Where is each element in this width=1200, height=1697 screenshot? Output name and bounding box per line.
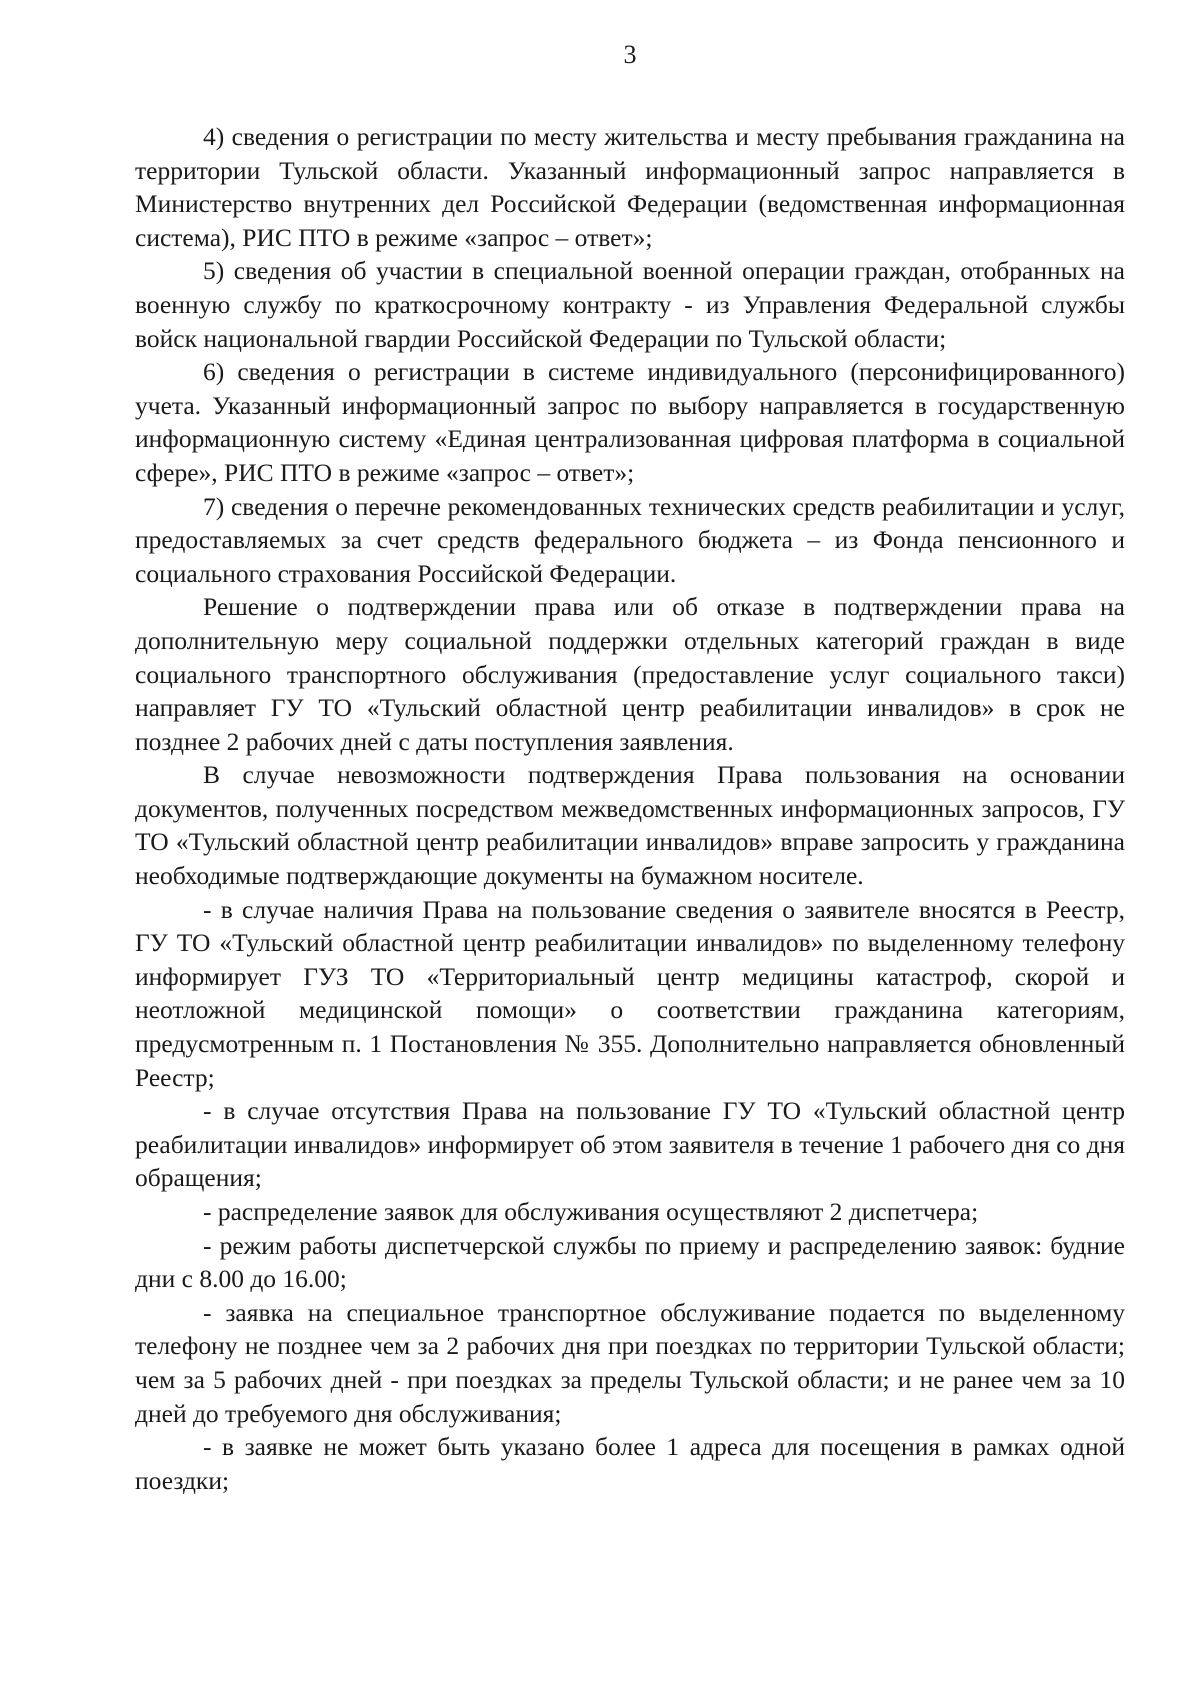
paragraph-right-present: - в случае наличия Права на пользование сведения о заявителе вносятся в Реестр, ГУ ТО «Тульский областной центр реабилитации инвалидов» по выделенному телефону информирует ГУЗ ТО «Территориальный центр медицины катастроф, скорой и неотложной медицинской помощи» о соответствии гражданина категориям, предусмотренным п. 1 Постановления № 355. Дополнительно направляется обновленный Реестр; — [135, 894, 1125, 1092]
paragraph-application-timing: - заявка на специальное транспортное обслуживание подается по выделенному телефону не позднее чем за 2 рабочих дня при поездках по территории Тульской области; чем за 5 рабочих дней - при поездках за пределы Тульской области; и не ранее чем за 10 дней до требуемого дня обслуживания; — [135, 1297, 1125, 1428]
paragraph-address-limit: - в заявке не может быть указано более 1 адреса для посещения в рамках одной поездки; — [135, 1432, 1125, 1495]
document-body — [135, 120, 1125, 1497]
paragraph-item-5: 5) сведения об участии в специальной военной операции граждан, отобранных на военную службу по краткосрочному контракту - из Управления Федеральной службы войск национальной гвардии Российской Федерации по Тульской области; — [135, 256, 1125, 353]
page-number: 3 — [623, 40, 637, 69]
paragraph-decision: Решение о подтверждении права или об отказе в подтверждении права на дополнительную меру социальной поддержки отдельных категорий граждан в виде социального транспортного обслуживания (предоставление услуг социального такси) направляет ГУ ТО «Тульский областной центр реабилитации инвалидов» в срок не позднее 2 рабочих дней с даты поступления заявления. — [135, 592, 1125, 756]
paragraph-item-7: 7) сведения о перечне рекомендованных технических средств реабилитации и услуг, предоставляемых за счет средств федерального бюджета – из Фонда пенсионного и социального страхования Российской Федерации. — [135, 491, 1125, 588]
paragraph-right-absent: - в случае отсутствия Права на пользование ГУ ТО «Тульский областной центр реабилитации инвалидов» информирует об этом заявителя в течение 1 рабочего дня со дня обращения; — [135, 1096, 1125, 1193]
paragraph-dispatchers: - распределение заявок для обслуживания осуществляют 2 диспетчера; — [203, 1197, 979, 1226]
paragraph-item-6: 6) сведения о регистрации в системе индивидуального (персонифицированного) учета. Указанный информационный запрос по выбору направляется в государственную информационную систему «Единая централизованная цифровая платформа в социальной сфере», РИС ПТО в режиме «запрос – ответ»; — [135, 357, 1125, 487]
paragraph-item-4: 4) сведения о регистрации по месту жительства и месту пребывания гражданина на территории Тульской области. Указанный информационный запрос направляется в Министерство внутренних дел Российской Федерации (ведомственная информационная система), РИС ПТО в режиме «запрос – ответ»; — [135, 122, 1125, 252]
paragraph-impossibility: В случае невозможности подтверждения Права пользования на основании документов, полученных посредством межведомственных информационных запросов, ГУ ТО «Тульский областной центр реабилитации инвалидов» вправе запросить у гражданина необходимые подтверждающие документы на бумажном носителе. — [135, 760, 1125, 891]
paragraph-schedule: - режим работы диспетчерской службы по приему и распределению заявок: будние дни с 8.00 до 16.00; — [135, 1230, 1125, 1294]
